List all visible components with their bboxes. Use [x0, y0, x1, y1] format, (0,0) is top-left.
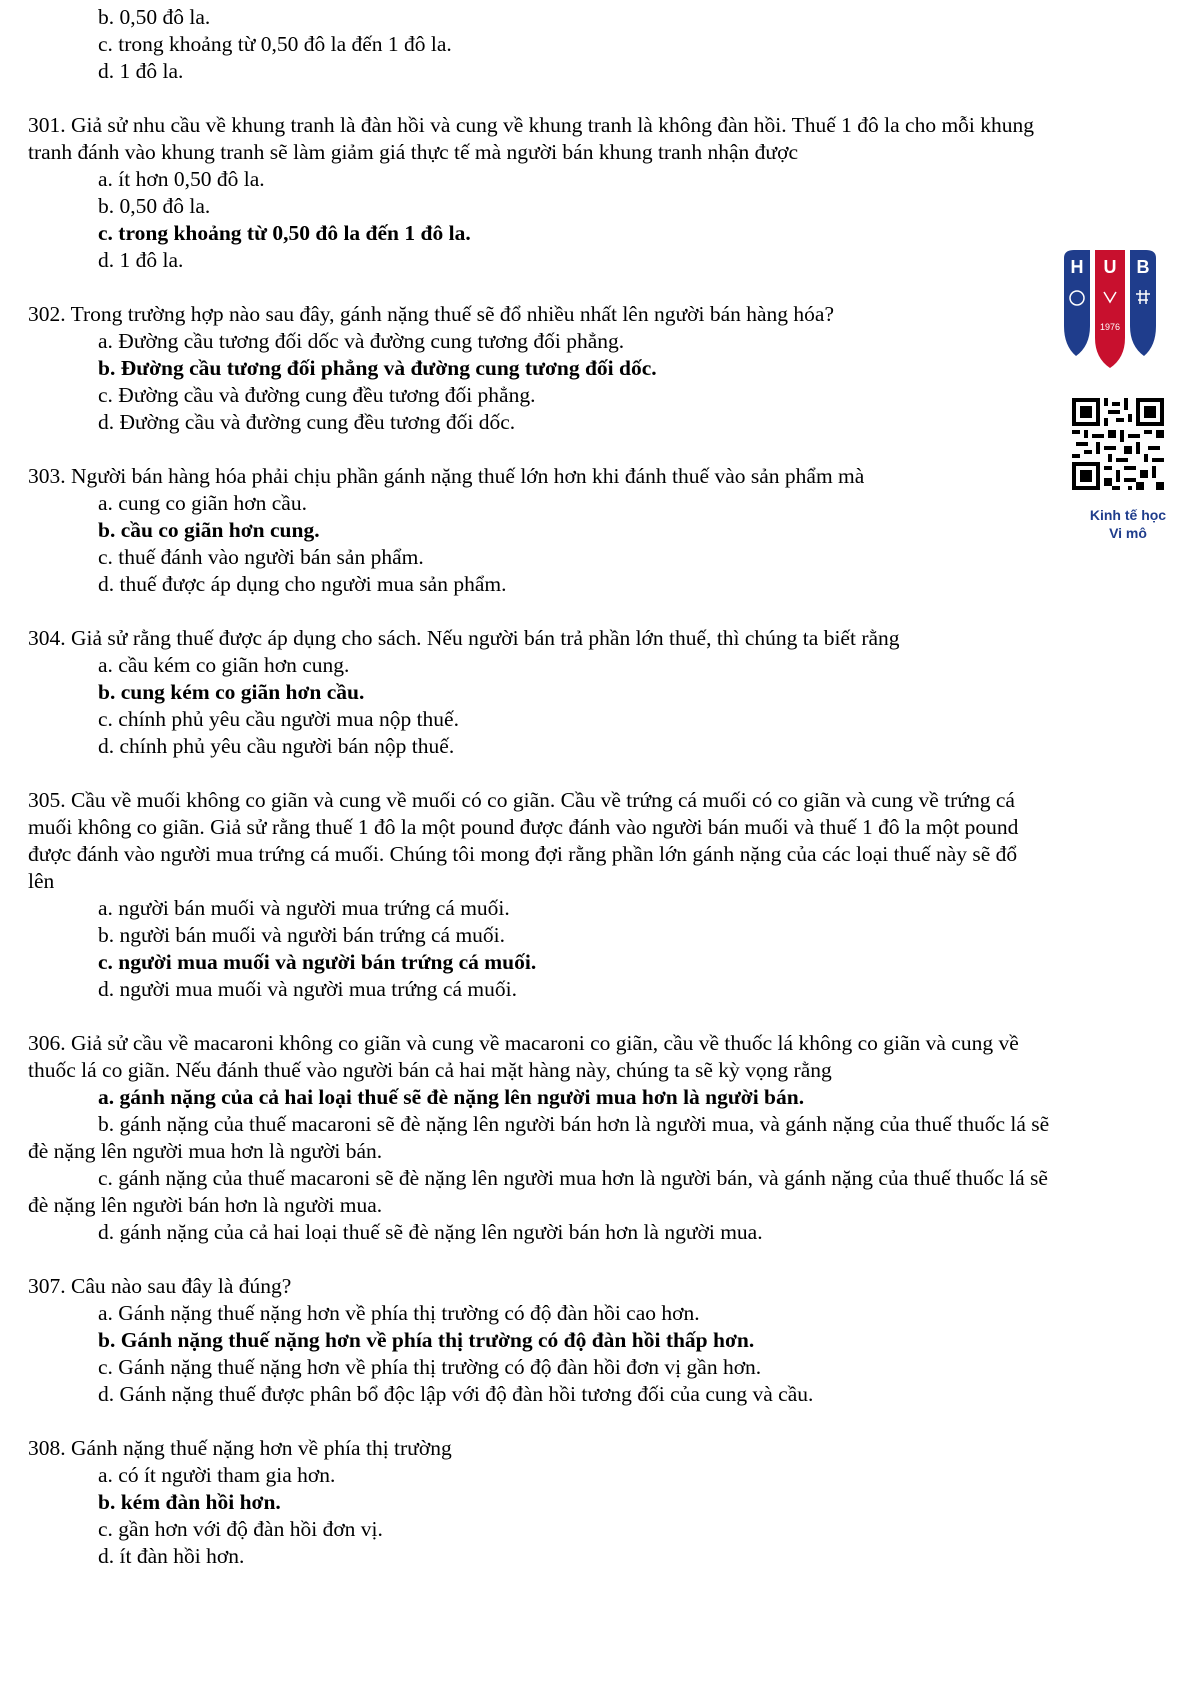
option-d: d. người mua muối và người mua trứng cá muối. [98, 977, 517, 1001]
option-a: a. có ít người tham gia hơn. [98, 1463, 336, 1487]
logo-letter-b: B [1136, 257, 1150, 277]
option-b: b. người bán muối và người bán trứng cá muối. [98, 923, 506, 947]
question-text: muối không co giãn. Giả sử rằng thuế 1 đô la một pound được đánh vào người bán muối và thuế 1 đô la một pound [28, 815, 1019, 839]
logo-caption-line-1: Kinh tế học [1089, 507, 1167, 523]
option-d: d. 1 đô la. [98, 59, 184, 83]
option-d: d. thuế được áp dụng cho người mua sản phẩm. [98, 572, 507, 596]
question-304 [28, 625, 1158, 760]
option-c-correct: c. người mua muối và người bán trứng cá muối. [98, 950, 537, 974]
question-301 [28, 112, 1158, 274]
option-b-correct: b. kém đàn hồi hơn. [98, 1490, 281, 1514]
option-d: d. Gánh nặng thuế được phân bổ độc lập với độ đàn hồi tương đối của cung và cầu. [98, 1382, 814, 1406]
logo-letter-h: H [1070, 257, 1084, 277]
option-a: a. cung co giãn hơn cầu. [98, 491, 307, 515]
logo-caption-line-2: Vi mô [1109, 525, 1147, 541]
option-b-continued: đè nặng lên người mua hơn là người bán. [28, 1139, 383, 1163]
question-text: tranh đánh vào khung tranh sẽ làm giảm giá thực tế mà người bán khung tranh nhận được [28, 140, 798, 164]
question-307 [28, 1273, 1158, 1408]
option-c: c. thuế đánh vào người bán sản phẩm. [98, 545, 424, 569]
question-text: 303. Người bán hàng hóa phải chịu phần gánh nặng thuế lớn hơn khi đánh thuế vào sản phẩm mà [28, 464, 865, 488]
option-b-correct: b. cung kém co giãn hơn cầu. [98, 680, 365, 704]
option-c-correct: c. trong khoảng từ 0,50 đô la đến 1 đô la. [98, 221, 471, 245]
question-306 [28, 1030, 1158, 1246]
option-d: d. chính phủ yêu cầu người bán nộp thuế. [98, 734, 455, 758]
question-text: 305. Cầu về muối không co giãn và cung về muối có co giãn. Cầu về trứng cá muối có co giãn và cung về trứng cá [28, 788, 1015, 812]
option-b-correct: b. cầu co giãn hơn cung. [98, 518, 320, 542]
option-a: a. Đường cầu tương đối dốc và đường cung tương đối phẳng. [98, 329, 625, 353]
option-d: d. 1 đô la. [98, 248, 184, 272]
hub-shield-icon [1060, 246, 1160, 376]
option-c-continued: đè nặng lên người bán hơn là người mua. [28, 1193, 383, 1217]
logo-letter-u: U [1103, 257, 1117, 277]
option-c: c. gần hơn với độ đàn hồi đơn vị. [98, 1517, 383, 1541]
question-text: 306. Giả sử cầu về macaroni không co giãn và cung về macaroni co giãn, cầu về thuốc lá không co giãn và cung về [28, 1031, 1019, 1055]
option-b: b. 0,50 đô la. [98, 5, 211, 29]
question-300-tail [28, 4, 1158, 85]
question-text: lên [28, 869, 55, 893]
document-page [28, 4, 1158, 1597]
question-text: 304. Giả sử rằng thuế được áp dụng cho sách. Nếu người bán trả phần lớn thuế, thì chúng ta biết rằng [28, 626, 900, 650]
option-a: a. Gánh nặng thuế nặng hơn về phía thị trường có độ đàn hồi cao hơn. [98, 1301, 700, 1325]
option-d: d. gánh nặng của cả hai loại thuế sẽ đè nặng lên người bán hơn là người mua. [98, 1220, 763, 1244]
option-c: c. Đường cầu và đường cung đều tương đối phẳng. [98, 383, 536, 407]
question-302 [28, 301, 1158, 436]
question-text: 302. Trong trường hợp nào sau đây, gánh nặng thuế sẽ đổ nhiều nhất lên người bán hàng hóa? [28, 302, 834, 326]
logo-year: 1976 [1099, 322, 1121, 332]
option-c: c. chính phủ yêu cầu người mua nộp thuế. [98, 707, 459, 731]
question-308 [28, 1435, 1158, 1570]
question-305 [28, 787, 1158, 1003]
option-a: a. ít hơn 0,50 đô la. [98, 167, 265, 191]
question-text: 308. Gánh nặng thuế nặng hơn về phía thị trường [28, 1436, 452, 1460]
option-d: d. Đường cầu và đường cung đều tương đối dốc. [98, 410, 516, 434]
question-text: thuốc lá co giãn. Nếu đánh thuế vào người bán cả hai mặt hàng này, chúng ta sẽ kỳ vọng rằng [28, 1058, 832, 1082]
option-c: c. trong khoảng từ 0,50 đô la đến 1 đô la. [98, 32, 452, 56]
option-b: b. gánh nặng của thuế macaroni sẽ đè nặng lên người bán hơn là người mua, và gánh nặng của thuế thuốc lá sẽ [98, 1112, 1050, 1136]
qr-code-icon [1072, 398, 1164, 490]
option-c: c. Gánh nặng thuế nặng hơn về phía thị trường có độ đàn hồi đơn vị gần hơn. [98, 1355, 762, 1379]
question-text: 301. Giả sử nhu cầu về khung tranh là đàn hồi và cung về khung tranh là không đàn hồi. Thuế 1 đô la cho mỗi khung [28, 113, 1035, 137]
question-303 [28, 463, 1158, 598]
option-c: c. gánh nặng của thuế macaroni sẽ đè nặng lên người mua hơn là người bán, và gánh nặng của thuế thuốc lá sẽ [98, 1166, 1048, 1190]
question-text: 307. Câu nào sau đây là đúng? [28, 1274, 292, 1298]
option-a-correct: a. gánh nặng của cả hai loại thuế sẽ đè nặng lên người mua hơn là người bán. [98, 1085, 805, 1109]
option-d: d. ít đàn hồi hơn. [98, 1544, 245, 1568]
question-text: được đánh vào người mua trứng cá muối. Chúng tôi mong đợi rằng phần lớn gánh nặng của các loại thuế này sẽ đổ [28, 842, 1018, 866]
option-b-correct: b. Gánh nặng thuế nặng hơn về phía thị trường có độ đàn hồi thấp hơn. [98, 1328, 755, 1352]
option-b-correct: b. Đường cầu tương đối phẳng và đường cung tương đối dốc. [98, 356, 657, 380]
hub-logo [1060, 246, 1180, 376]
logo-caption [1058, 506, 1190, 542]
option-b: b. 0,50 đô la. [98, 194, 211, 218]
option-a: a. cầu kém co giãn hơn cung. [98, 653, 350, 677]
option-a: a. người bán muối và người mua trứng cá muối. [98, 896, 510, 920]
